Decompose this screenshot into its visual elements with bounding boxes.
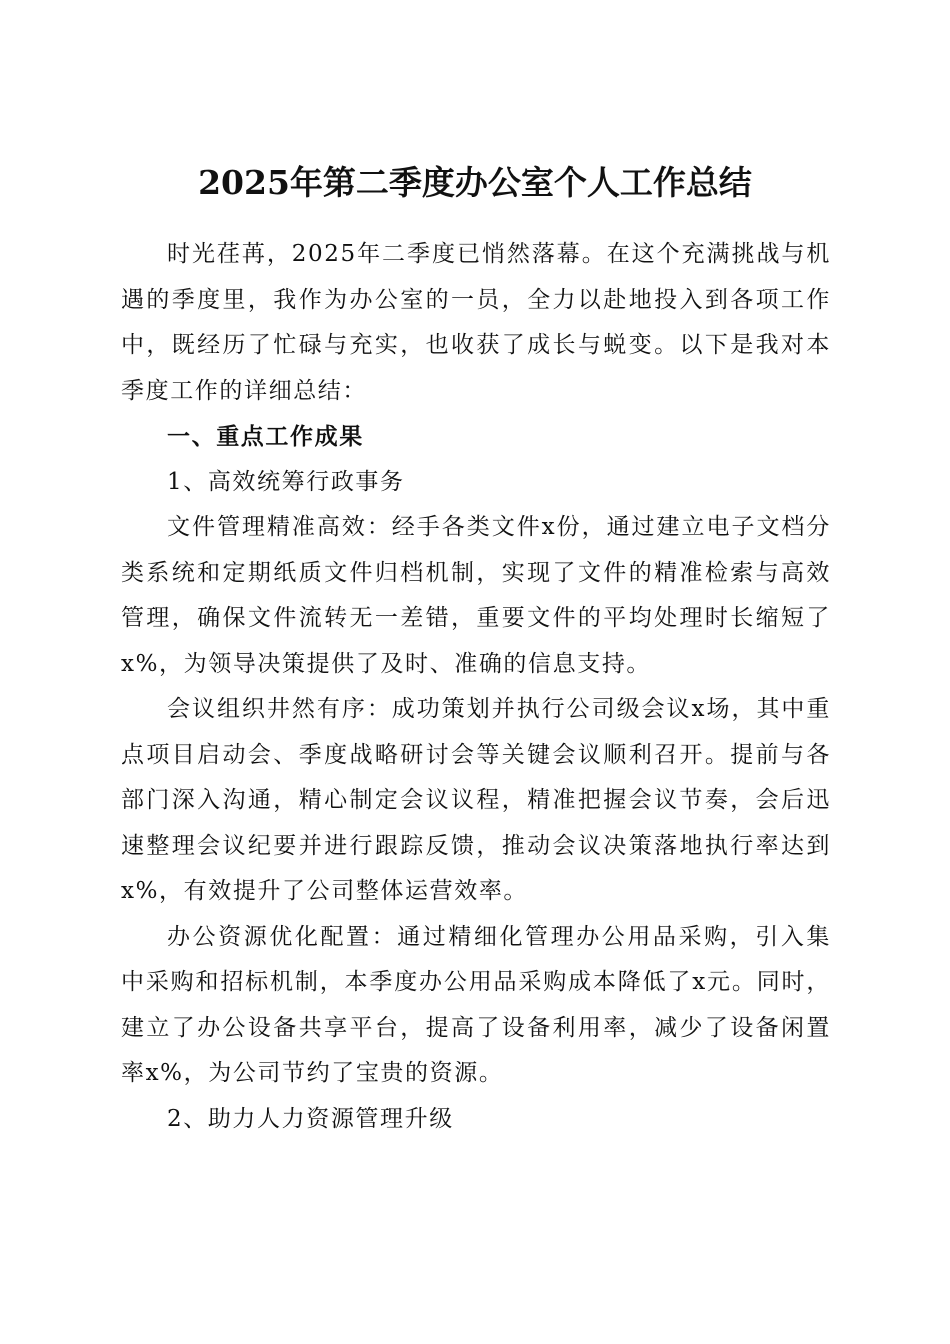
subsection-heading-1: 1、高效统筹行政事务 [167, 468, 405, 495]
document-title: 2025年第二季度办公室个人工作总结 [198, 163, 752, 203]
intro-paragraph: 时光荏苒，2025年二季度已悄然落幕。在这个充满挑战与机遇的季度里，我作为办公室的一员，全力以赴地投入到各项工作中，既经历了忙碌与充实，也收获了成长与蜕变。以下是我对本季度工作的详细总结： [121, 241, 831, 404]
document-body [121, 232, 831, 1142]
paragraph-meeting-organization: 会议组织井然有序：成功策划并执行公司级会议x场，其中重点项目启动会、季度战略研讨会等关键会议顺利召开。提前与各部门深入沟通，精心制定会议议程，精准把握会议节奏，会后迅速整理会议纪要并进行跟踪反馈，推动会议决策落地执行率达到x%，有效提升了公司整体运营效率。 [121, 696, 831, 904]
section-heading-1: 一、重点工作成果 [167, 423, 364, 450]
paragraph-file-management: 文件管理精准高效：经手各类文件x份，通过建立电子文档分类系统和定期纸质文件归档机制，实现了文件的精准检索与高效管理，确保文件流转无一差错，重要文件的平均处理时长缩短了x%，为领导决策提供了及时、准确的信息支持。 [121, 514, 831, 677]
subsection-heading-2: 2、助力人力资源管理升级 [167, 1105, 454, 1132]
paragraph-office-resources: 办公资源优化配置：通过精细化管理办公用品采购，引入集中采购和招标机制，本季度办公用品采购成本降低了x元。同时，建立了办公设备共享平台，提高了设备利用率，减少了设备闲置率x%，为公司节约了宝贵的资源。 [121, 923, 831, 1086]
